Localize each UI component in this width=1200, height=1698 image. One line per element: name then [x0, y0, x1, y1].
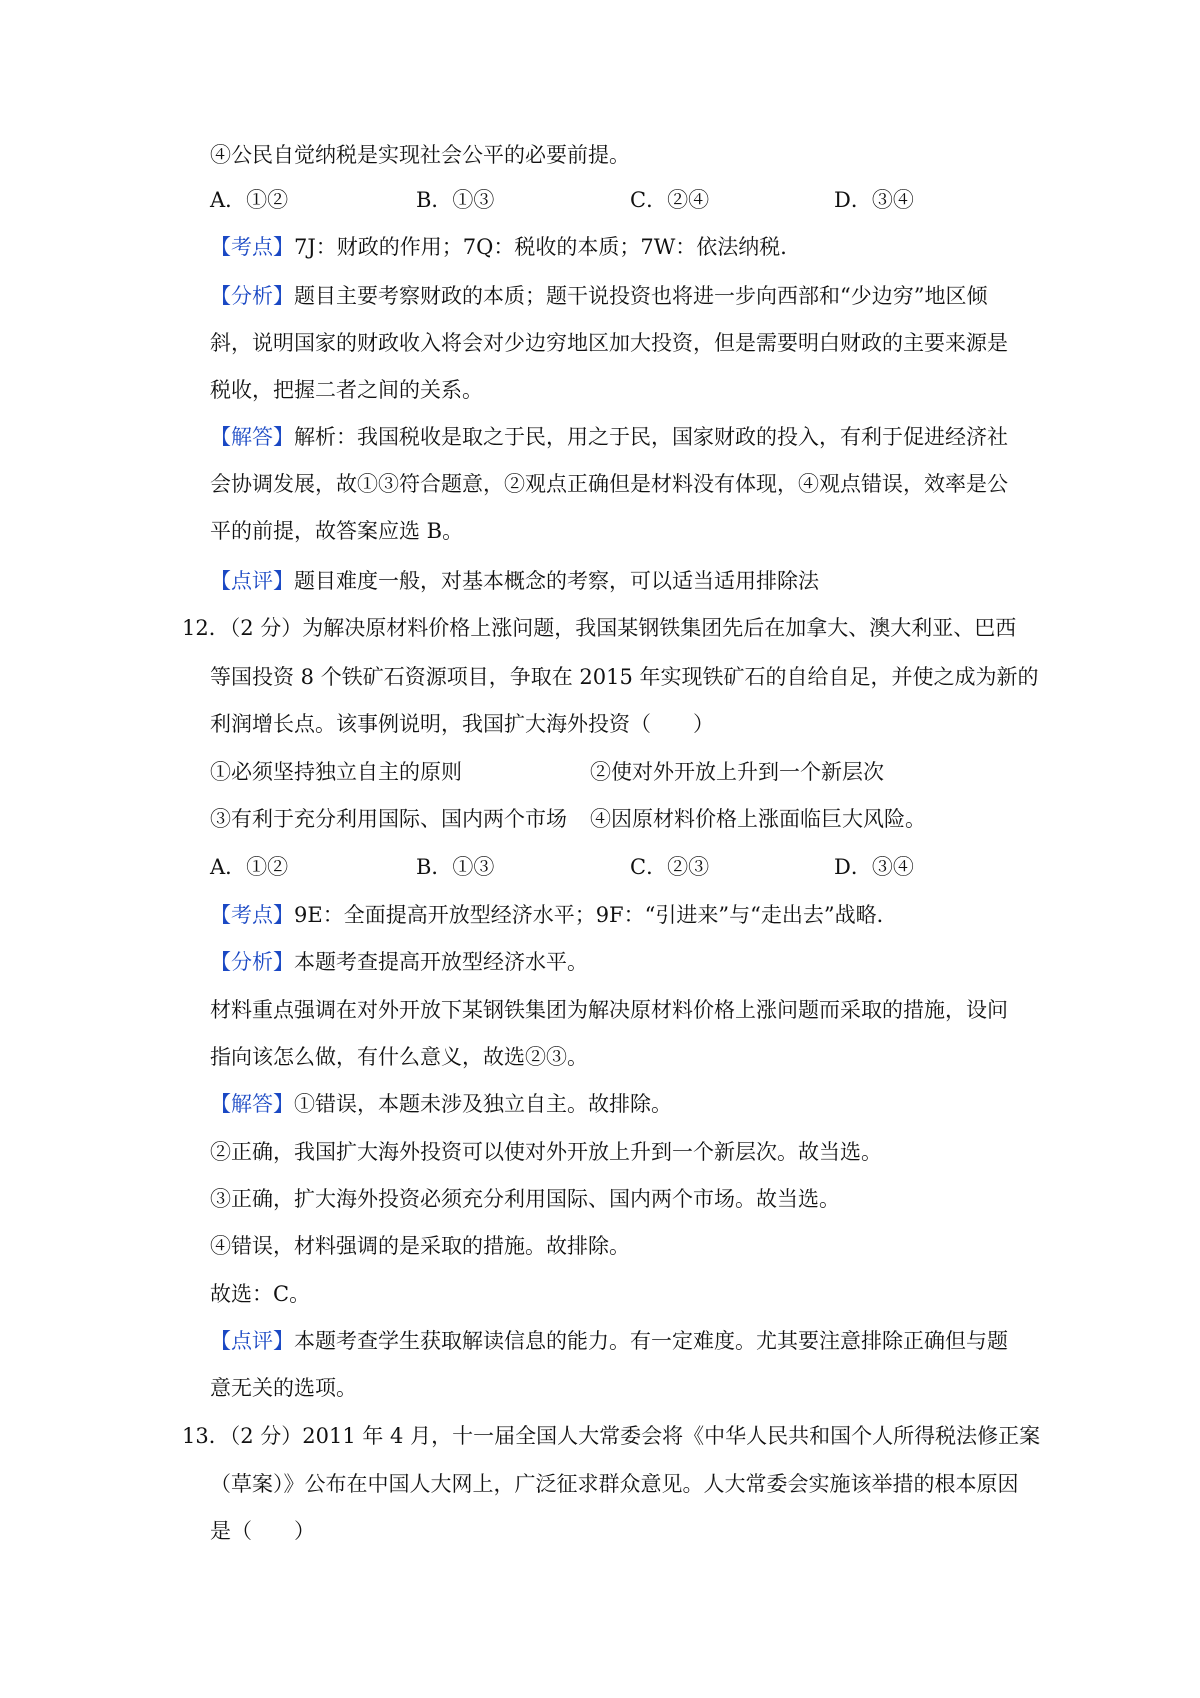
fenxi-tag: 【分析】	[210, 950, 294, 974]
q12-jieda-line-3: ③正确，扩大海外投资必须充分利用国际、国内两个市场。故当选。	[210, 1187, 840, 1211]
q13-stem-line-1: 13．（2 分）2011 年 4 月，十一届全国人大常委会将《中华人民共和国个人所得税法修正案	[182, 1424, 1041, 1448]
q11-fenxi-line-3: 税收，把握二者之间的关系。	[210, 378, 483, 402]
q12-stem-line-1: 12．（2 分）为解决原材料价格上涨问题，我国某钢铁集团先后在加拿大、澳大利亚、巴西	[182, 616, 1017, 640]
q12-jieda-line-2: ②正确，我国扩大海外投资可以使对外开放上升到一个新层次。故当选。	[210, 1140, 882, 1164]
q11-jieda-line-2: 会协调发展，故①③符合题意，②观点正确但是材料没有体现，④观点错误，效率是公	[210, 472, 1008, 496]
kaodian-text: 9E：全面提高开放型经济水平；9F：“引进来”与“走出去”战略．	[294, 903, 898, 927]
q13-stem-line-2: （草案）》公布在中国人大网上，广泛征求群众意见。人大常委会实施该举措的根本原因	[210, 1472, 1019, 1496]
jieda-tag: 【解答】	[210, 425, 294, 449]
q12-kaodian	[210, 900, 898, 930]
q12-jieda-line-5: 故选：C。	[210, 1282, 311, 1306]
q11-option-c: C．②④	[630, 188, 710, 212]
q13-stem-line-3: 是（ ）	[210, 1519, 315, 1543]
kaodian-tag: 【考点】	[210, 235, 294, 259]
fenxi-tag: 【分析】	[210, 284, 294, 308]
q12-item-3: ③有利于充分利用国际、国内两个市场	[210, 807, 567, 831]
q12-jieda	[210, 1089, 672, 1119]
dianping-text: 本题考查学生获取解读信息的能力。有一定难度。尤其要注意排除正确但与题	[294, 1329, 1008, 1353]
q11-jieda-line-3: 平的前提，故答案应选 B。	[210, 519, 464, 543]
q12-item-2: ②使对外开放上升到一个新层次	[590, 760, 884, 784]
fenxi-text: 本题考查提高开放型经济水平。	[294, 950, 588, 974]
q11-item-4: ④公民自觉纳税是实现社会公平的必要前提。	[210, 143, 630, 167]
q11-jieda	[210, 422, 1008, 452]
q11-option-a: A．①②	[210, 188, 289, 212]
q12-dianping	[210, 1326, 1008, 1356]
jieda-text: 解析：我国税收是取之于民，用之于民，国家财政的投入，有利于促进经济社	[294, 425, 1008, 449]
q12-fenxi-line-2: 材料重点强调在对外开放下某钢铁集团为解决原材料价格上涨问题而采取的措施，设问	[210, 998, 1008, 1022]
jieda-text: ①错误，本题未涉及独立自主。故排除。	[294, 1092, 672, 1116]
dianping-tag: 【点评】	[210, 1329, 294, 1353]
q12-stem-line-2: 等国投资 8 个铁矿石资源项目，争取在 2015 年实现铁矿石的自给自足，并使之成为新的	[210, 665, 1039, 689]
q12-option-d: D．③④	[834, 855, 914, 879]
jieda-tag: 【解答】	[210, 1092, 294, 1116]
q12-jieda-line-4: ④错误，材料强调的是采取的措施。故排除。	[210, 1234, 630, 1258]
q12-option-b: B．①③	[416, 855, 495, 879]
q12-stem-line-3: 利润增长点。该事例说明，我国扩大海外投资（ ）	[210, 712, 714, 736]
q12-item-4: ④因原材料价格上涨面临巨大风险。	[590, 807, 926, 831]
q11-option-d: D．③④	[834, 188, 914, 212]
q11-dianping	[210, 566, 819, 596]
q12-option-a: A．①②	[210, 855, 289, 879]
q11-option-b: B．①③	[416, 188, 495, 212]
q12-fenxi	[210, 947, 588, 977]
fenxi-text: 题目主要考察财政的本质；题干说投资也将进一步向西部和“少边穷”地区倾	[294, 284, 988, 308]
q11-fenxi	[210, 281, 987, 311]
q11-kaodian	[210, 232, 801, 262]
dianping-text: 题目难度一般，对基本概念的考察，可以适当适用排除法	[294, 569, 819, 593]
q12-item-1: ①必须坚持独立自主的原则	[210, 760, 462, 784]
q12-option-c: C．②③	[630, 855, 710, 879]
q12-fenxi-line-3: 指向该怎么做，有什么意义，故选②③。	[210, 1045, 588, 1069]
kaodian-text: 7J：财政的作用；7Q：税收的本质；7W：依法纳税．	[294, 235, 802, 259]
dianping-tag: 【点评】	[210, 569, 294, 593]
q12-dianping-line-2: 意无关的选项。	[210, 1376, 357, 1400]
q11-fenxi-line-2: 斜，说明国家的财政收入将会对少边穷地区加大投资，但是需要明白财政的主要来源是	[210, 331, 1008, 355]
kaodian-tag: 【考点】	[210, 903, 294, 927]
